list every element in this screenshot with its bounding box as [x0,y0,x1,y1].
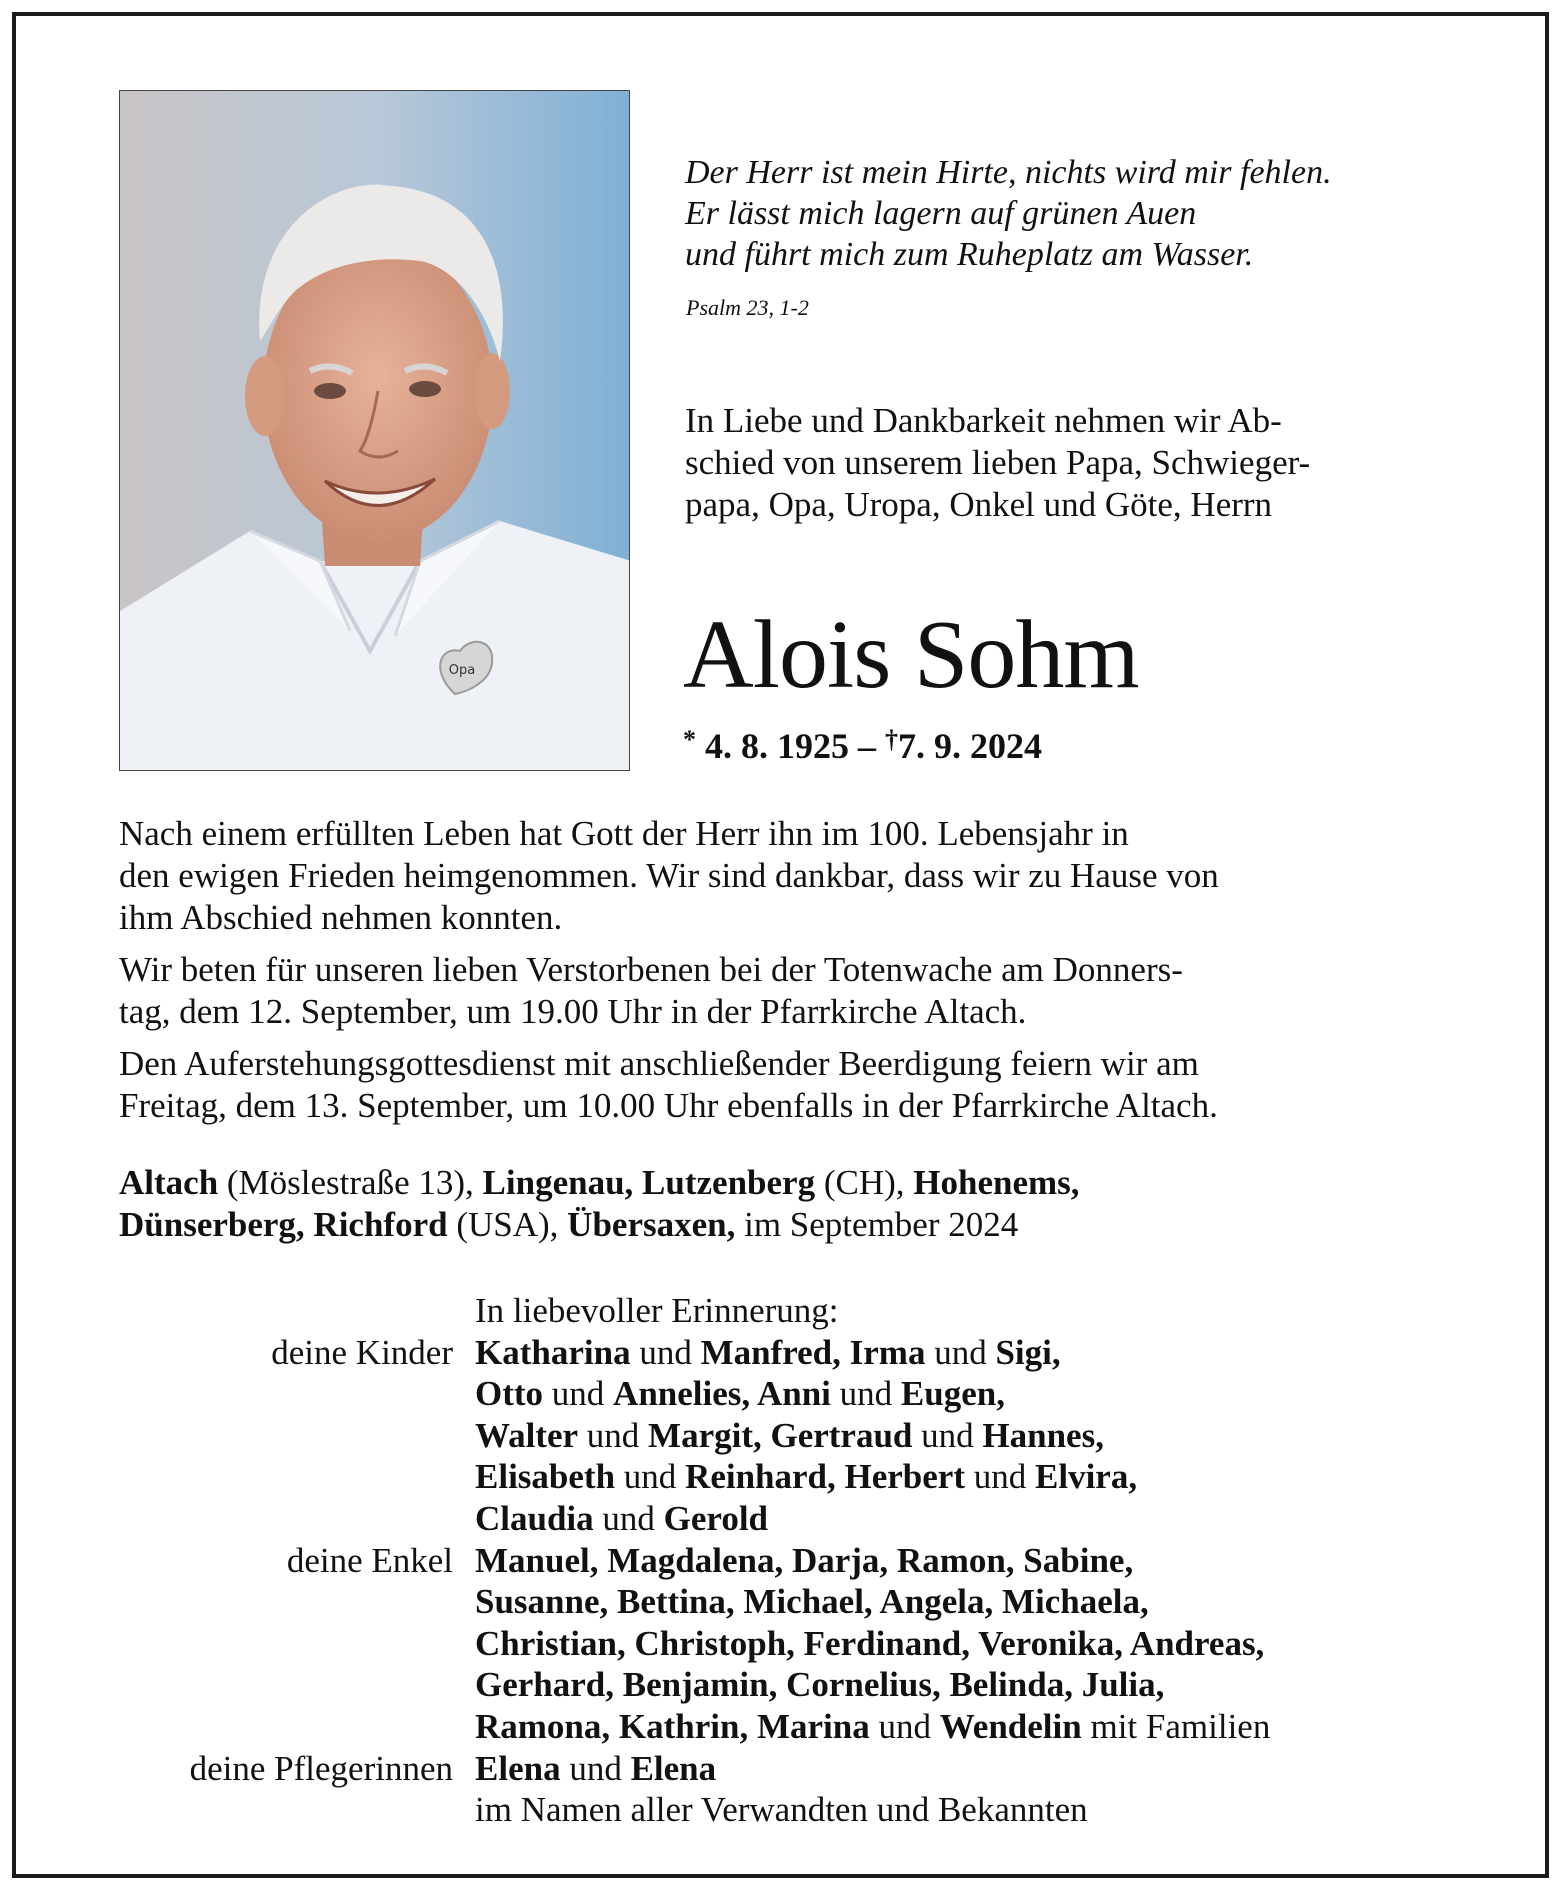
mourners-closing: im Namen aller Verwandten und Bekannten [475,1790,1088,1830]
bold-text-run: Katharina [475,1332,631,1372]
psalm-quote [685,152,1505,275]
bold-text-run: Christian, Christoph, Ferdinand, Veronika, Andreas, [475,1623,1265,1663]
mourner-group-grandchildren [119,1540,1479,1748]
paragraph-line: tag, dem 12. September, um 19.00 Uhr in der Pfarrkirche Altach. [119,992,1027,1031]
paragraph [119,949,1454,1033]
bold-text-run: Annelies, Anni [613,1374,831,1414]
bold-text-run: Elena [630,1748,717,1788]
paragraph-line: ihm Abschied nehmen konnten. [119,898,563,937]
heart-badge-text: Opa [448,663,476,678]
deceased-name: Alois Sohm [683,601,1139,709]
mourners-heading: In liebevoller Erinnerung: [475,1291,839,1330]
bold-text-run: Margit, Gertraud [648,1415,913,1455]
mourner-line [475,1706,1270,1748]
mourners-closing-row [119,1789,1479,1831]
birth-symbol: * [683,725,696,754]
life-dates [683,725,1042,767]
places-and-date [119,1162,1454,1246]
mourner-line [475,1498,1137,1540]
places-line [119,1204,1454,1246]
bold-text-run: Manuel, Magdalena, Darja, Ramon, Sabine, [475,1540,1134,1580]
portrait-image [120,91,630,771]
bold-text-run: Gerold [663,1498,769,1538]
date-separator: – [858,726,876,766]
bold-text-run: Reinhard, Herbert [685,1457,965,1497]
mourner-line [475,1373,1137,1415]
portrait-photo [119,90,630,771]
mourners-list [119,1290,1479,1831]
text-run: und [965,1457,1035,1497]
bold-text-run: Elvira, [1035,1457,1138,1497]
bold-text-run: Elena [475,1748,561,1788]
mourner-line [475,1540,1270,1582]
bold-text-run: Manfred, Irma [700,1332,926,1372]
paragraph [119,1043,1454,1127]
paragraph-line: den ewigen Frieden heimgenommen. Wir sind dankbar, dass wir zu Hause von [119,856,1219,895]
group-label: deine Enkel [286,1540,453,1580]
text-run: und [869,1706,940,1746]
paragraph-line: Freitag, dem 13. September, um 10.00 Uhr ebenfalls in der Pfarrkirche Altach. [119,1086,1218,1125]
text-run: und [630,1332,701,1372]
bold-text-run: Claudia [475,1498,594,1538]
paragraph-line: Wir beten für unseren lieben Verstorbenen bei der Totenwache am Donners- [119,950,1183,989]
mourner-line [475,1332,1137,1374]
intro-text [685,400,1485,526]
bold-text-run: Elisabeth [475,1457,616,1497]
paragraph [119,813,1454,939]
bold-text-run: Lingenau, Lutzenberg [482,1163,816,1202]
mourner-line [475,1456,1137,1498]
group-label: deine Pflegerinnen [189,1748,453,1788]
text-run: und [925,1332,996,1372]
bold-text-run: Übersaxen, [567,1205,736,1244]
bold-text-run: Sigi, [995,1332,1061,1372]
psalm-reference: Psalm 23, 1-2 [686,295,809,320]
paragraph-line: Nach einem erfüllten Leben hat Gott der Herr ihn im 100. Lebensjahr in [119,814,1129,853]
text-run: und [578,1415,649,1455]
psalm-line: Er lässt mich lagern auf grünen Auen [685,195,1197,232]
text-run: und [593,1498,664,1538]
text-run: (Möslestraße 13), [218,1163,483,1202]
text-run: (USA), [447,1205,568,1244]
intro-line: schied von unserem lieben Papa, Schwieger- [685,443,1311,482]
text-run: und [615,1457,686,1497]
bold-text-run: Walter [475,1415,579,1455]
mourner-line [475,1581,1270,1623]
bold-text-run: Hannes, [982,1415,1104,1455]
text-run: und [543,1374,614,1414]
bold-text-run: Dünserberg, Richford [119,1205,448,1244]
text-run: und [830,1374,901,1414]
death-date: 7. 9. 2024 [898,726,1042,766]
bold-text-run: Eugen, [900,1374,1005,1414]
mourner-group-caregivers [119,1748,1479,1790]
mourner-line [475,1415,1137,1457]
places-line [119,1162,1454,1204]
intro-line: papa, Opa, Uropa, Onkel und Göte, Herrn [685,485,1273,524]
death-symbol: † [885,725,898,754]
bold-text-run: Otto [475,1374,544,1414]
mourner-group-children [119,1332,1479,1540]
text-run: (CH), [815,1163,914,1202]
text-run: im September 2024 [735,1205,1019,1244]
text-run: und [560,1748,631,1788]
psalm-line: und führt mich zum Ruheplatz am Wasser. [685,236,1254,273]
mourner-line [475,1664,1270,1706]
mourner-line [475,1748,716,1790]
bold-text-run: Susanne, Bettina, Michael, Angela, Michaela, [475,1582,1149,1622]
bold-text-run: Altach [119,1163,219,1202]
text-run: mit Familien [1081,1706,1271,1746]
group-label: deine Kinder [271,1332,453,1372]
mourners-heading-row [119,1290,1479,1332]
mourner-line [475,1623,1270,1665]
intro-line: In Liebe und Dankbarkeit nehmen wir Ab- [685,401,1282,440]
bold-text-run: Gerhard, Benjamin, Cornelius, Belinda, Julia, [475,1665,1165,1705]
announcement-text [119,813,1454,1137]
bold-text-run: Hohenems, [913,1163,1080,1202]
paragraph-line: Den Auferstehungsgottesdienst mit anschließender Beerdigung feiern wir am [119,1044,1199,1083]
psalm-line: Der Herr ist mein Hirte, nichts wird mir fehlen. [685,154,1332,191]
bold-text-run: Wendelin [939,1706,1082,1746]
bold-text-run: Ramona, Kathrin, Marina [475,1706,870,1746]
birth-date: 4. 8. 1925 [705,726,849,766]
text-run: und [912,1415,983,1455]
